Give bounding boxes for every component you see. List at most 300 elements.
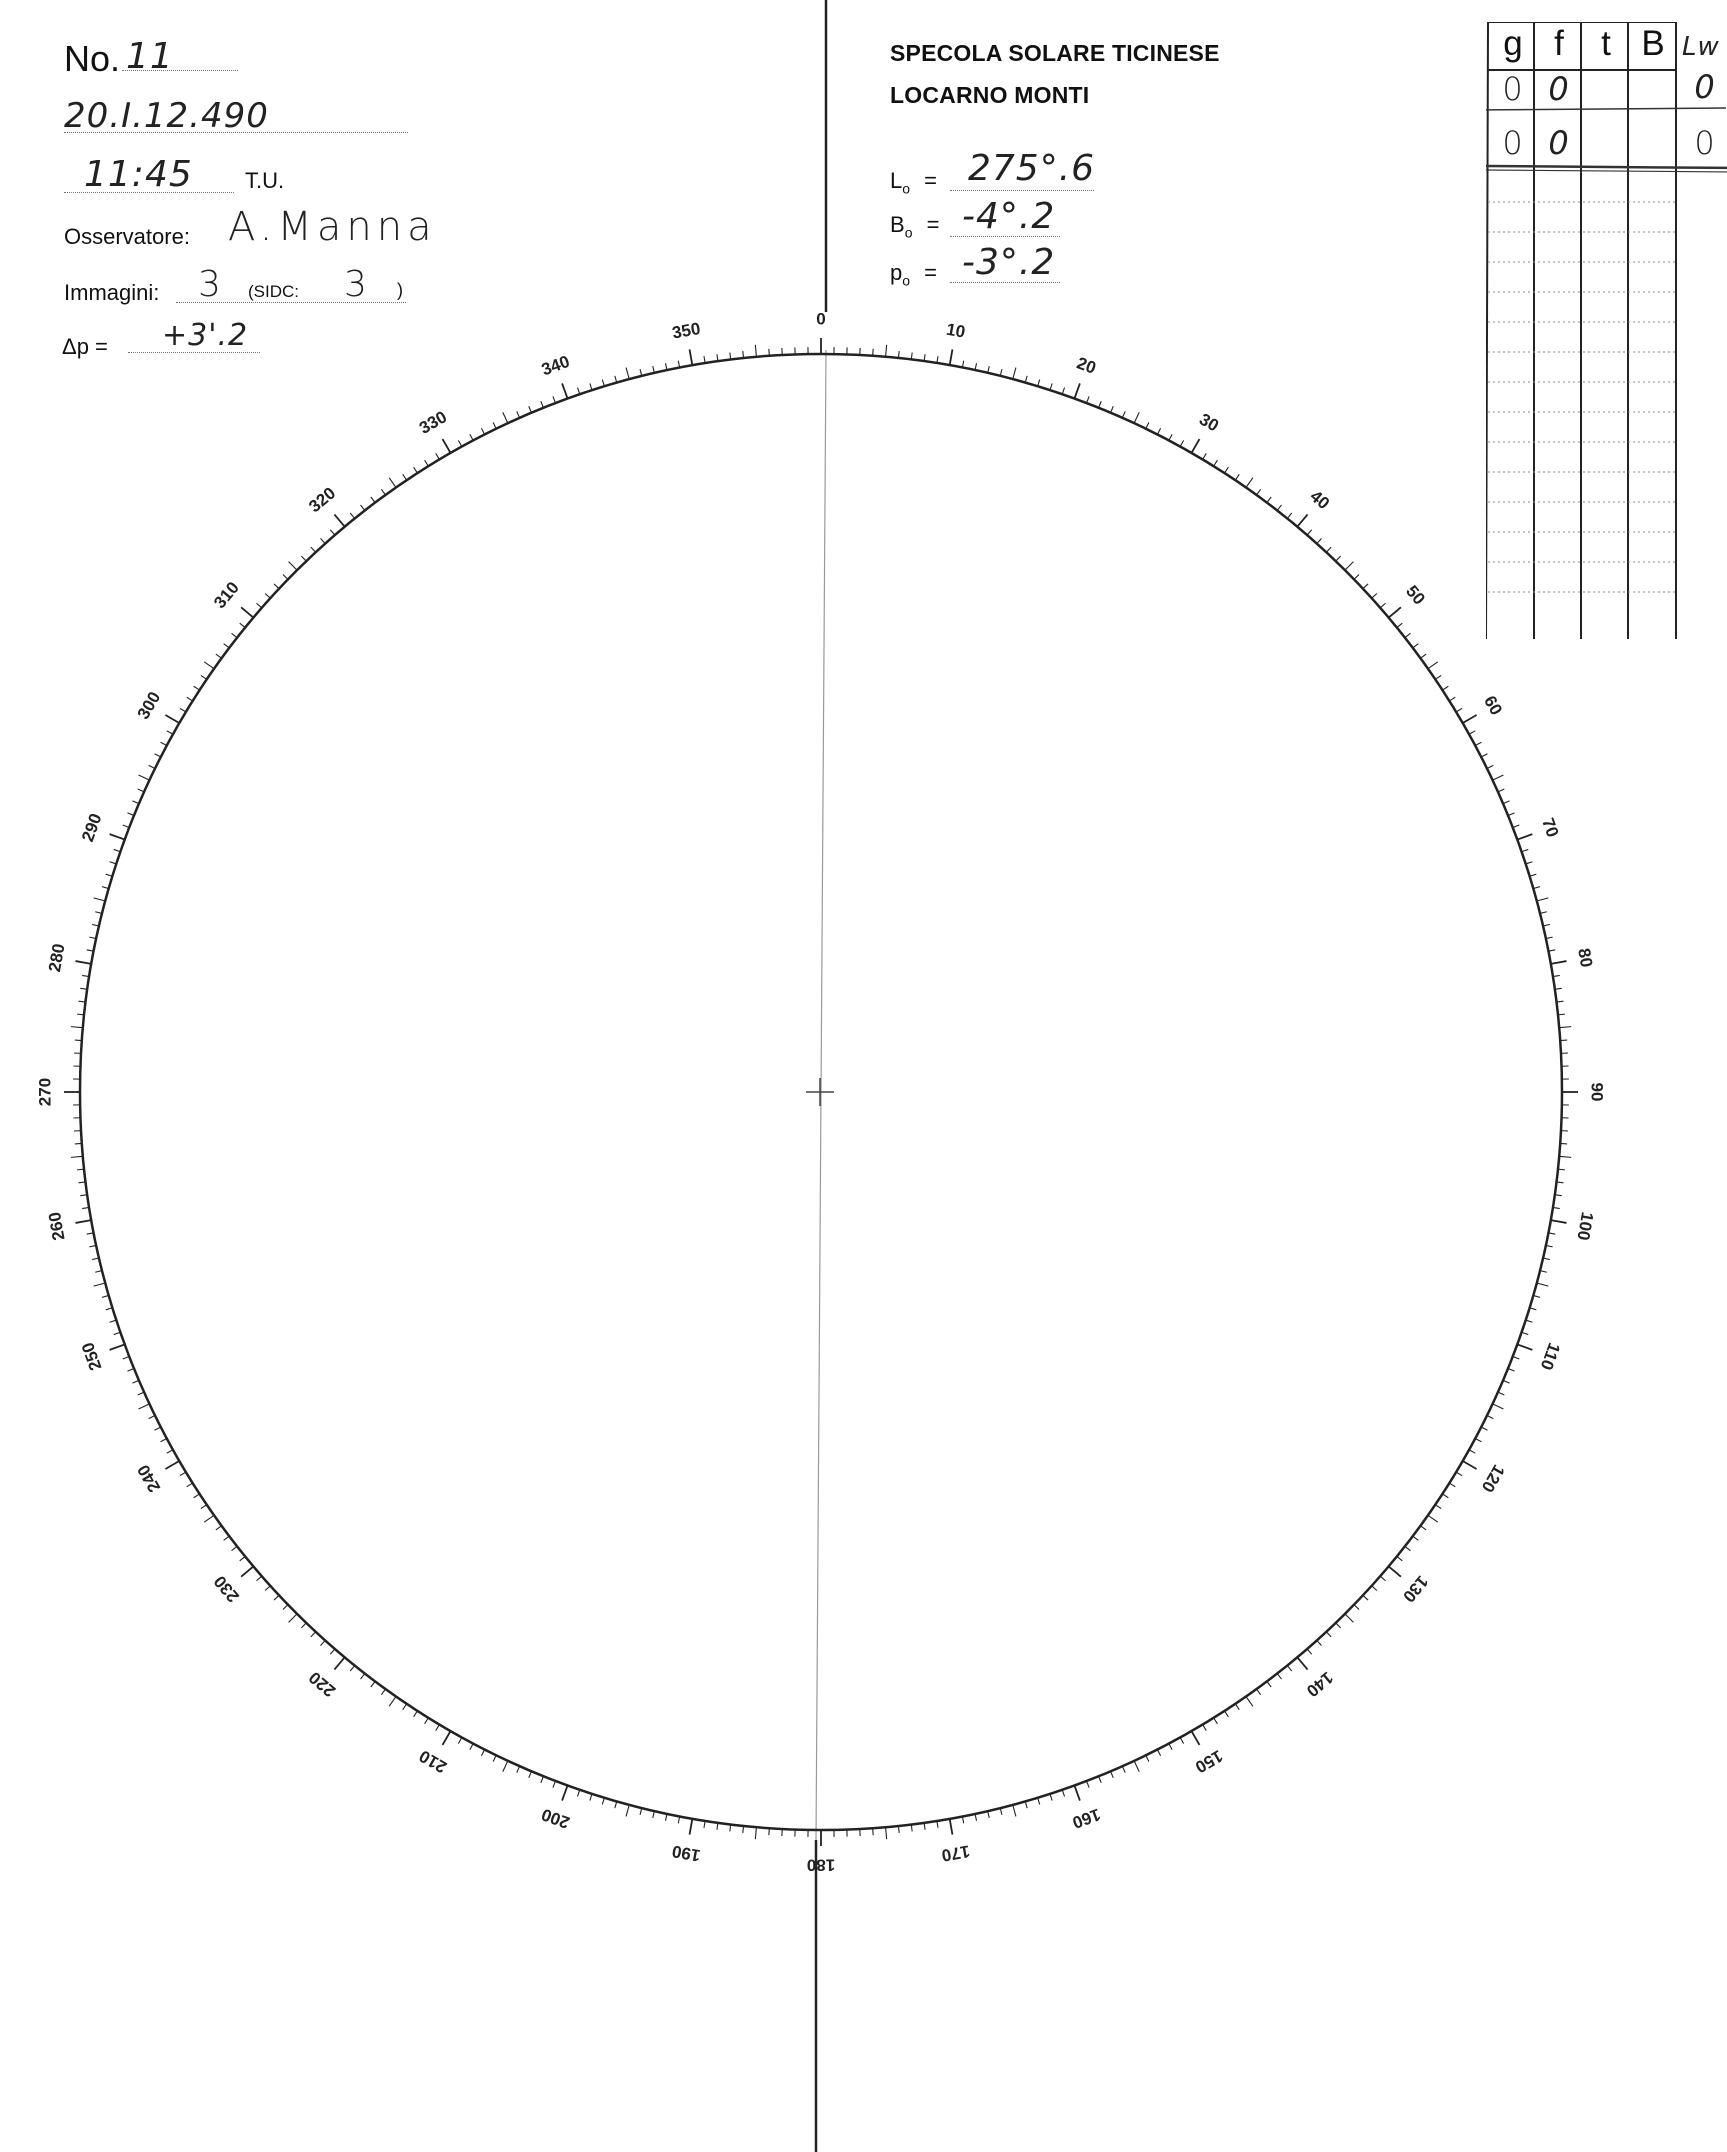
degree-tick: [1481, 754, 1487, 757]
degree-tick: [1267, 1681, 1271, 1687]
degree-label: 10: [944, 319, 967, 342]
degree-tick: [330, 1649, 335, 1654]
degree-tick: [1428, 662, 1438, 669]
degree-tick: [1180, 1737, 1183, 1743]
degree-tick: [1435, 675, 1441, 679]
degree-tick: [165, 715, 179, 723]
L0-field: [950, 148, 1096, 191]
degree-tick: [216, 1526, 222, 1530]
degree-tick: [1475, 742, 1481, 745]
degree-tick: [167, 1450, 173, 1453]
delta-p-value: +3'.2: [162, 318, 249, 353]
degree-tick: [1513, 1356, 1520, 1359]
degree-label: 320: [305, 483, 340, 517]
degree-tick: [1225, 467, 1229, 473]
table-row2-f: 0: [1548, 124, 1570, 162]
degree-tick: [1277, 505, 1281, 511]
institution-line1: SPECOLA SOLARE TICINESE: [890, 40, 1220, 66]
degree-tick: [1326, 547, 1331, 552]
degree-tick: [371, 1681, 375, 1687]
degree-tick: [283, 574, 288, 579]
degree-tick: [1449, 1483, 1455, 1487]
degree-tick: [161, 1438, 167, 1441]
images-label: Immagini:: [64, 280, 160, 305]
degree-tick: [1389, 1566, 1401, 1576]
degree-label: 80: [1574, 946, 1597, 969]
degree-tick: [1297, 514, 1307, 526]
degree-tick: [1257, 489, 1261, 495]
degree-label: 100: [1573, 1210, 1598, 1242]
number-value: 11: [126, 36, 174, 77]
sidc-label: (SIDC:: [248, 282, 299, 301]
degree-tick: [330, 530, 335, 535]
degree-tick: [1317, 538, 1322, 543]
degree-tick: [481, 1750, 484, 1756]
degree-tick: [1558, 1014, 1565, 1015]
degree-tick: [1372, 593, 1377, 598]
degree-tick: [232, 633, 238, 637]
degree-tick: [334, 514, 344, 526]
degree-tick: [755, 345, 756, 357]
institution-line2: LOCARNO MONTI: [890, 82, 1090, 108]
degree-tick: [204, 1515, 214, 1522]
degree-label: 260: [44, 1210, 69, 1242]
degree-tick: [414, 1711, 418, 1717]
degree-tick: [1559, 1156, 1571, 1157]
degree-tick: [311, 547, 316, 552]
degree-tick: [256, 603, 261, 608]
degree-tick: [1405, 633, 1411, 637]
degree-tick: [481, 428, 484, 434]
degree-tick: [320, 538, 325, 543]
degree-tick: [1420, 654, 1426, 658]
degree-tick: [1493, 775, 1504, 780]
degree-tick: [77, 1169, 84, 1170]
degree-tick: [265, 1586, 270, 1591]
table-grid: [1486, 22, 1727, 639]
degree-tick: [443, 439, 451, 453]
degree-tick: [1551, 961, 1567, 964]
table-row2-Lw: 0: [1694, 124, 1716, 162]
degree-tick: [1336, 1623, 1341, 1628]
L0-eq: =: [924, 168, 938, 193]
degree-tick: [1522, 849, 1529, 851]
degree-tick: [165, 1461, 179, 1469]
L0-label: L: [890, 168, 903, 193]
degree-label: 240: [133, 1461, 165, 1496]
degree-tick: [517, 411, 520, 417]
degree-label: 250: [78, 1339, 106, 1373]
degree-tick: [1469, 1450, 1475, 1453]
degree-tick: [755, 1827, 756, 1839]
degree-tick: [1420, 1526, 1426, 1530]
degree-tick: [1345, 1614, 1353, 1622]
degree-tick: [76, 1220, 92, 1223]
degree-label: 70: [1538, 815, 1563, 840]
delta-p-label: Δp =: [62, 334, 108, 359]
table-row1-f: 0: [1548, 70, 1570, 108]
degree-label: 130: [1399, 1571, 1432, 1606]
degree-tick: [224, 644, 230, 648]
degree-tick: [1469, 731, 1475, 734]
degree-tick: [443, 1731, 451, 1745]
degree-tick: [240, 623, 245, 627]
degree-tick: [562, 383, 567, 398]
degree-tick: [1062, 388, 1064, 395]
degree-tick: [1513, 825, 1520, 828]
degree-tick: [436, 1725, 440, 1731]
p0-label: p: [890, 260, 903, 285]
degree-tick: [155, 1427, 161, 1430]
images-value: 3: [198, 264, 222, 305]
degree-tick: [1013, 368, 1016, 380]
degree-label: 340: [539, 351, 573, 380]
degree-tick: [626, 368, 629, 380]
degree-tick: [1487, 765, 1493, 768]
degree-tick: [274, 584, 279, 589]
degree-tick: [1062, 1790, 1064, 1797]
degree-tick: [1326, 1632, 1331, 1637]
degree-tick: [127, 813, 133, 816]
degree-tick: [76, 961, 92, 964]
degree-tick: [1307, 1649, 1312, 1654]
degree-tick: [1442, 1494, 1448, 1498]
table-header-B: B: [1641, 24, 1665, 63]
degree-tick: [898, 1826, 899, 1833]
degree-label: 160: [1069, 1804, 1103, 1833]
table-header-Lw: Lw: [1682, 32, 1720, 62]
degree-tick: [898, 351, 899, 358]
degree-label: 180: [806, 1855, 836, 1875]
degree-tick: [71, 1027, 83, 1028]
degree-tick: [743, 351, 744, 358]
degree-tick: [289, 1614, 297, 1622]
degree-tick: [311, 1632, 316, 1637]
degree-tick: [1157, 1750, 1160, 1756]
degree-tick: [371, 497, 375, 503]
degree-tick: [1463, 1461, 1477, 1469]
degree-tick: [886, 1827, 887, 1839]
degree-label: 140: [1302, 1667, 1337, 1701]
degree-tick: [240, 1556, 245, 1560]
degree-tick: [1559, 1027, 1571, 1028]
degree-tick: [180, 708, 186, 712]
degree-tick: [283, 1605, 288, 1610]
degree-tick: [161, 742, 167, 745]
degree-tick: [301, 1623, 306, 1628]
degree-tick: [690, 1819, 693, 1835]
degree-tick: [360, 1674, 364, 1680]
date-field: [64, 96, 408, 136]
degree-tick: [1354, 1605, 1359, 1610]
degree-tick: [1372, 1586, 1377, 1591]
degree-label: 300: [133, 688, 165, 723]
degree-tick: [1169, 1744, 1172, 1750]
L0-value: 275°.6: [968, 148, 1096, 189]
degree-tick: [1122, 411, 1125, 417]
B0-sub: o: [904, 224, 913, 241]
degree-tick: [1389, 607, 1401, 617]
degree-tick: [320, 1640, 325, 1645]
degree-tick: [1099, 401, 1102, 407]
degree-tick: [360, 505, 364, 511]
degree-tick: [950, 1819, 953, 1835]
degree-tick: [577, 388, 579, 395]
degree-tick: [1214, 460, 1218, 466]
degree-tick: [1087, 1781, 1090, 1788]
degree-tick: [1428, 1515, 1438, 1522]
degree-tick: [1405, 1546, 1411, 1550]
degree-tick: [1235, 1704, 1239, 1710]
degree-tick: [1087, 396, 1090, 403]
group-count-table: [1486, 22, 1727, 639]
B0-label: B: [890, 212, 905, 237]
degree-label: 120: [1477, 1461, 1509, 1496]
degree-tick: [201, 675, 207, 679]
degree-tick: [1363, 1595, 1368, 1600]
degree-tick: [1074, 1785, 1079, 1800]
degree-label: 110: [1536, 1340, 1564, 1373]
degree-tick: [1134, 412, 1139, 423]
degree-label: 150: [1191, 1746, 1227, 1777]
observer-label: Osservatore:: [64, 224, 190, 249]
degree-tick: [194, 686, 200, 690]
degree-tick: [503, 1761, 508, 1772]
degree-tick: [414, 467, 418, 473]
degree-tick: [1246, 1697, 1253, 1707]
degree-tick: [1122, 1766, 1125, 1772]
p0-label-group: [890, 260, 937, 288]
time-value: 11:45: [84, 154, 193, 195]
degree-tick: [1537, 1283, 1549, 1286]
degree-tick: [123, 1356, 130, 1359]
degree-tick: [517, 1766, 520, 1772]
degree-label: 310: [210, 578, 243, 613]
sidc-close: ): [397, 280, 403, 300]
degree-label: 90: [1587, 1082, 1607, 1102]
B0-eq: =: [926, 212, 940, 237]
degree-tick: [114, 1332, 121, 1334]
degree-tick: [1267, 497, 1271, 503]
degree-tick: [132, 801, 138, 804]
degree-tick: [470, 434, 473, 440]
degree-tick: [1475, 1438, 1481, 1441]
degree-tick: [458, 440, 461, 446]
degree-tick: [403, 474, 407, 480]
degree-tick: [425, 1718, 429, 1724]
degree-tick: [529, 406, 532, 412]
degree-tick: [127, 1368, 133, 1371]
degree-tick: [493, 1755, 496, 1761]
degree-tick: [1413, 644, 1419, 648]
degree-label: 210: [415, 1746, 451, 1777]
degree-tick: [1013, 1805, 1016, 1817]
date-value: 20.I.12.490: [64, 96, 269, 136]
degree-tick: [553, 396, 556, 403]
degree-tick: [1134, 1761, 1139, 1772]
degree-tick: [194, 1494, 200, 1498]
degree-tick: [1317, 1640, 1322, 1645]
degree-tick: [224, 1536, 230, 1540]
degree-tick: [577, 1790, 579, 1797]
degree-tick: [470, 1744, 473, 1750]
degree-tick: [1517, 1344, 1532, 1349]
degree-tick: [180, 1472, 186, 1476]
degree-tick: [458, 1737, 461, 1743]
table-header-f: f: [1554, 24, 1564, 63]
table-row1-Lw: 0: [1694, 68, 1716, 106]
degree-tick: [350, 1666, 354, 1671]
degree-tick: [1487, 1416, 1493, 1419]
degree-label: 220: [305, 1667, 340, 1701]
degree-tick: [1235, 474, 1239, 480]
degree-label: 290: [78, 811, 106, 845]
degree-tick: [1537, 898, 1549, 901]
degree-tick: [138, 789, 144, 792]
degree-tick: [1169, 434, 1172, 440]
degree-label: 30: [1196, 409, 1222, 436]
degree-tick: [1277, 1674, 1281, 1680]
degree-tick: [132, 1380, 138, 1383]
degree-tick: [94, 1283, 106, 1286]
sidc-value: 3: [344, 264, 368, 305]
degree-tick: [216, 654, 222, 658]
degree-tick: [1180, 440, 1183, 446]
degree-tick: [1380, 1576, 1385, 1581]
number-field: [122, 36, 238, 77]
degree-tick: [289, 562, 297, 570]
degree-tick: [389, 478, 396, 488]
degree-tick: [381, 1689, 385, 1695]
degree-tick: [114, 849, 121, 851]
degree-tick: [389, 1697, 396, 1707]
degree-tick: [436, 453, 440, 459]
p0-value: -3°.2: [962, 242, 1056, 283]
degree-tick: [1214, 1718, 1218, 1724]
degree-tick: [1345, 562, 1353, 570]
degree-label: 0: [816, 309, 826, 329]
time-field: [64, 154, 234, 195]
degree-tick: [1551, 1220, 1567, 1223]
degree-tick: [1099, 1776, 1102, 1782]
degree-tick: [403, 1704, 407, 1710]
table-header-t: t: [1601, 24, 1611, 63]
degree-tick: [77, 1014, 84, 1015]
degree-tick: [232, 1546, 238, 1550]
degree-tick: [139, 1404, 150, 1409]
degree-tick: [425, 460, 429, 466]
degree-tick: [334, 1657, 344, 1669]
vertical-axis-center: [816, 350, 826, 1840]
degree-label: 60: [1480, 692, 1507, 719]
degree-tick: [1508, 813, 1514, 816]
degree-tick: [350, 513, 354, 518]
degree-tick: [541, 1776, 544, 1782]
degree-tick: [1503, 801, 1509, 804]
degree-tick: [553, 1781, 556, 1788]
degree-tick: [1192, 1731, 1200, 1745]
degree-tick: [1146, 1755, 1149, 1761]
degree-tick: [562, 1785, 567, 1800]
p0-field: [950, 242, 1060, 283]
degree-tick: [138, 1392, 144, 1395]
degree-tick: [1287, 1666, 1291, 1671]
degree-tick: [1463, 715, 1477, 723]
degree-tick: [1111, 1771, 1114, 1777]
degree-tick: [886, 345, 887, 357]
degree-tick: [204, 662, 214, 669]
degree-tick: [149, 765, 155, 768]
B0-value: -4°.2: [962, 196, 1056, 237]
degree-tick: [274, 1595, 279, 1600]
table-row1-g: 0: [1502, 70, 1524, 108]
time-unit: T.U.: [245, 168, 285, 193]
degree-tick: [265, 593, 270, 598]
p0-eq: =: [924, 260, 938, 285]
degree-tick: [1503, 1380, 1509, 1383]
degree-tick: [1498, 1392, 1504, 1395]
degree-tick: [1074, 383, 1079, 398]
p0-sub: o: [902, 272, 911, 289]
degree-tick: [1297, 1657, 1307, 1669]
degree-tick: [690, 349, 693, 365]
degree-label: 200: [539, 1804, 573, 1833]
degree-tick: [1307, 530, 1312, 535]
degree-tick: [167, 731, 173, 734]
degree-tick: [201, 1505, 207, 1509]
degree-label: 330: [415, 407, 451, 438]
degree-tick: [1498, 789, 1504, 792]
degree-tick: [1413, 1536, 1419, 1540]
degree-tick: [743, 1826, 744, 1833]
degree-tick: [187, 697, 193, 701]
degree-tick: [1481, 1427, 1487, 1430]
degree-tick: [1354, 574, 1359, 579]
degree-tick: [155, 754, 161, 757]
degree-tick: [1493, 1404, 1504, 1409]
degree-label: 280: [44, 942, 69, 974]
degree-tick: [1257, 1689, 1261, 1695]
degree-label: 270: [35, 1077, 55, 1107]
degree-tick: [1287, 513, 1291, 518]
degree-tick: [110, 1344, 125, 1349]
degree-tick: [1397, 1556, 1402, 1560]
degree-tick: [1203, 453, 1207, 459]
degree-tick: [1508, 1368, 1514, 1371]
B0-label-group: [890, 212, 939, 240]
degree-tick: [1435, 1505, 1441, 1509]
degree-tick: [1111, 406, 1114, 412]
degree-label: 230: [210, 1571, 243, 1606]
degree-tick: [1246, 478, 1253, 488]
degree-tick: [187, 1483, 193, 1487]
observer-field: [226, 204, 470, 250]
table-header-g: g: [1503, 24, 1523, 63]
degree-tick: [626, 1805, 629, 1817]
degree-tick: [94, 898, 106, 901]
degree-tick: [1380, 603, 1385, 608]
degree-tick: [1456, 708, 1462, 712]
degree-tick: [1336, 556, 1341, 561]
degree-tick: [950, 349, 953, 365]
degree-tick: [1146, 422, 1149, 428]
degree-tick: [241, 607, 253, 617]
degree-tick: [1442, 686, 1448, 690]
L0-label-group: [890, 168, 937, 196]
delta-p-field: [128, 318, 260, 353]
degree-label: 20: [1074, 353, 1099, 378]
degree-tick: [381, 489, 385, 495]
